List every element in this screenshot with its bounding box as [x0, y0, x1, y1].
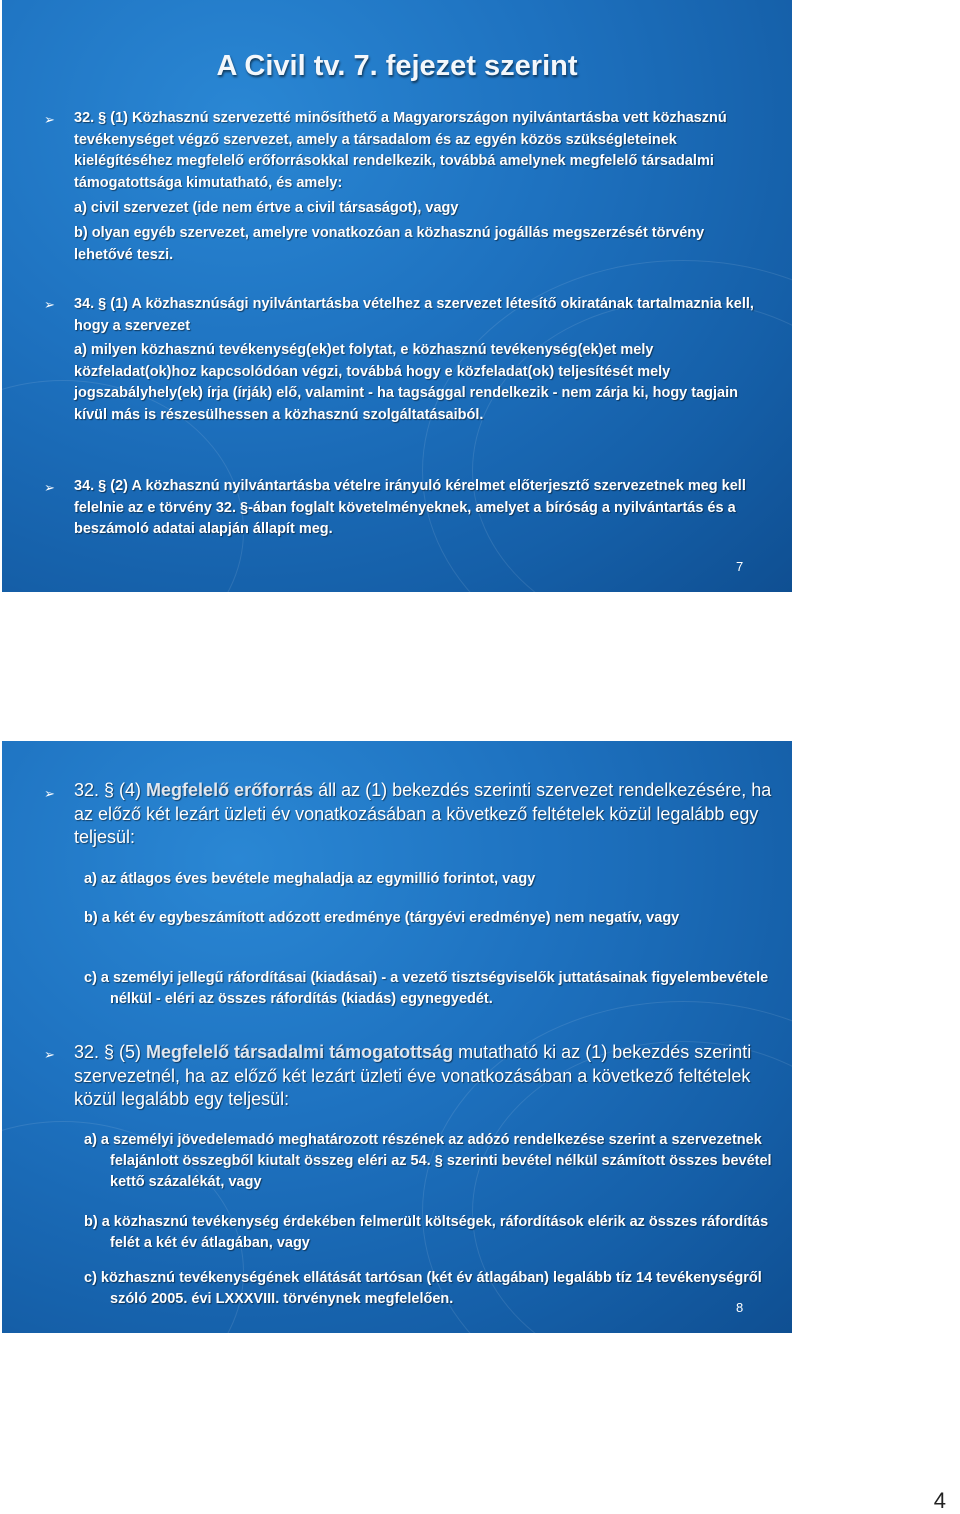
slide-page-number: 8 — [736, 1300, 744, 1315]
paragraph-32-1: 32. § (1) Közhasznú szervezetté minősíthető a Magyarországon nyilvántartásba vett közhasznú tevékenységet végző szervezet, amely a társadalom és az egyén közös szükségleteinek kielégítéséhez megfelelő erőforrásokkal rendelkezik, továbbá amelynek megfelelő társadalmi támogatottsága kimutatható, és amely: — [74, 110, 727, 191]
condition-c: c) a személyi jellegű ráfordításai (kiadásai) - a vezető tisztségviselők juttatásainak figyelembevétele nélkül - eléri az összes ráfordítás (kiadás) egynegyedét. — [84, 970, 769, 1007]
emphasis-term: Megfelelő társadalmi támogatottság — [146, 1042, 454, 1062]
paragraph-text: áll az (1) bekezdés szerinti szervezet rendelkezésére, ha az előző két lezárt üzleti év vonatkozásában a következő feltételek közül legalább egy teljesül: — [74, 780, 772, 847]
paragraph-text: mutatható ki az (1) bekezdés szerinti szervezetnél, ha az előző két lezárt üzleti éve vonatkozásában a következő feltételek közül legalább egy teljesül: — [74, 1042, 752, 1109]
paragraph-32-4 — [74, 779, 774, 850]
slide-7 — [2, 0, 792, 592]
bullet-arrow-icon: ➢ — [44, 112, 55, 127]
slide-title: A Civil tv. 7. fejezet szerint — [216, 50, 578, 82]
bullet-arrow-icon: ➢ — [44, 786, 55, 801]
paragraph-34-1-a: a) milyen közhasznú tevékenység(ek)et folytat, e közhasznú tevékenység(ek)et mely közfeladat(ok)hoz kapcsolódóan végzi, továbbá hogy e közfeladat(ok) teljesítését mely jogszabályhely(ek) írja (írják) elő, valamint - ha tagsággal rendelkezik - nem zárja ki, hogy tagjain kívül más is részesülhessen a közhasznú szolgáltatásaiból. — [74, 342, 738, 423]
bullet-arrow-icon: ➢ — [44, 297, 55, 312]
paragraph-32-1-a: a) civil szervezet (ide nem értve a civil társaságot), vagy — [74, 200, 459, 216]
paragraph-32-5 — [74, 1041, 774, 1112]
bullet-arrow-icon: ➢ — [44, 480, 55, 495]
section-ref: 32. § (5) — [74, 1042, 147, 1062]
condition-c: c) közhasznú tevékenységének ellátását tartósan (két év átlagában) legalább tíz 14 tevékenységről szóló 2005. évi LXXXVIII. törvénynek megfelelően. — [84, 1270, 762, 1307]
condition-b: b) a közhasznú tevékenység érdekében felmerült költségek, ráfordítások elérik az összes ráfordítás felét a két év átlagában, vagy — [84, 1214, 769, 1251]
paragraph-34-1: 34. § (1) A közhasznúsági nyilvántartásba vételhez a szervezet létesítő okiratának tartalmaznia kell, hogy a szervezet — [74, 296, 754, 334]
condition-a: a) a személyi jövedelemadó meghatározott részének az adózó rendelkezése szerint a szervezetnek felajánlott összegből kiutalt összeg eléri az 54. § szerinti bevétel nélkül számított összes bevétel kettő százalékát, vagy — [84, 1132, 772, 1190]
bullet-arrow-icon: ➢ — [44, 1047, 55, 1062]
condition-b: b) a két év egybeszámított adózott eredménye (tárgyévi eredménye) nem negatív, vagy — [84, 910, 680, 926]
section-ref: 32. § (4) — [74, 780, 147, 800]
emphasis-term: Megfelelő erőforrás — [146, 780, 314, 800]
paragraph-32-1-b: b) olyan egyéb szervezet, amelyre vonatkozóan a közhasznú jogállás megszerzését törvény lehetővé teszi. — [74, 225, 705, 263]
slide-8 — [2, 741, 792, 1333]
paragraph-34-2: 34. § (2) A közhasznú nyilvántartásba vételre irányuló kérelmet előterjesztő szervezetnek meg kell felelnie az e törvény 32. §-ában foglalt követelményeknek, amelyet a bíróság a nyilvántartás és a beszámoló adatai alapján állapít meg. — [74, 478, 746, 537]
condition-a: a) az átlagos éves bevétele meghaladja az egymillió forintot, vagy — [84, 871, 536, 887]
document-page-number: 4 — [933, 1488, 946, 1513]
slide-page-number: 7 — [736, 559, 744, 574]
